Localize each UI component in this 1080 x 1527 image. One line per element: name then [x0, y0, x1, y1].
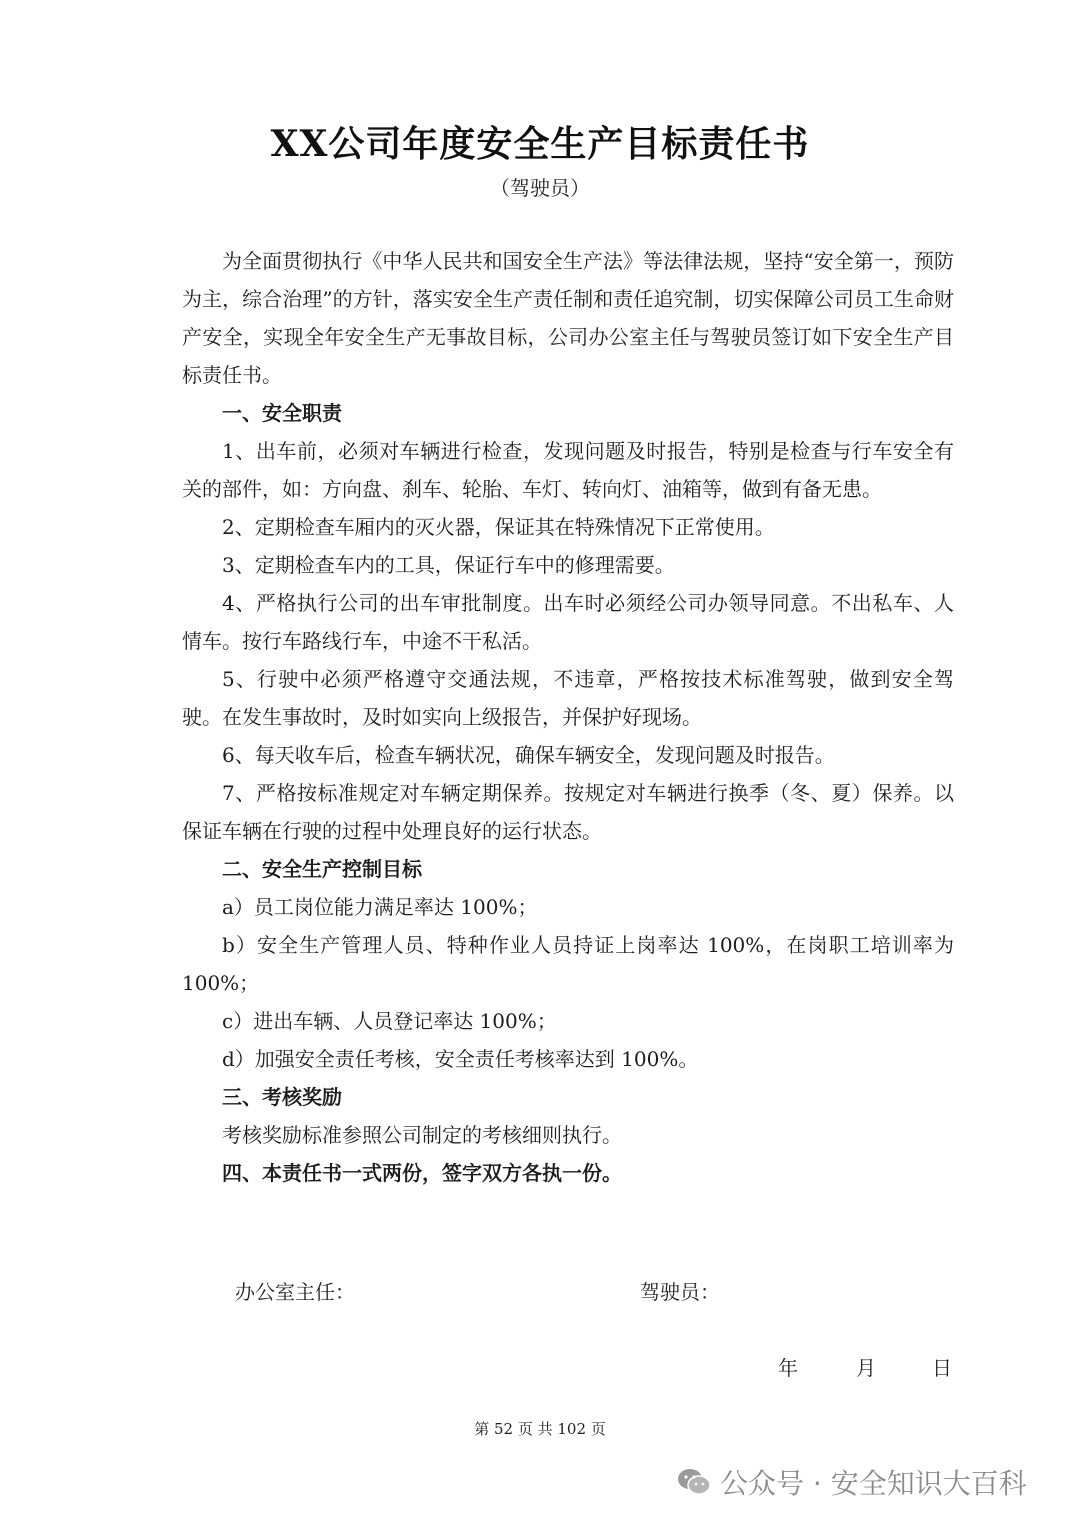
duty-item: 5、行驶中必须严格遵守交通法规，不违章，严格按技术标准驾驶，做到安全驾驶。在发生事故时，及时如实向上级报告，并保护好现场。 [182, 667, 954, 729]
date-day-label: 日 [932, 1356, 952, 1380]
target-item: d）加强安全责任考核，安全责任考核率达到 100%。 [222, 1047, 699, 1071]
duty-item: 3、定期检查车内的工具，保证行车中的修理需要。 [222, 553, 675, 577]
section-heading-targets: 二、安全生产控制目标 [222, 857, 422, 881]
section-heading-copies: 四、本责任书一式两份，签字双方各执一份。 [222, 1161, 622, 1185]
duty-item: 7、严格按标准规定对车辆定期保养。按规定对车辆进行换季（冬、夏）保养。以保证车辆在行驶的过程中处理良好的运行状态。 [182, 781, 954, 843]
signature-driver-label: 驾驶员： [640, 1280, 720, 1304]
target-item: a）员工岗位能力满足率达 100%； [222, 895, 538, 919]
section-heading-rewards: 三、考核奖励 [222, 1085, 342, 1109]
target-item: c）进出车辆、人员登记率达 100%； [222, 1009, 557, 1033]
wechat-icon [676, 1467, 712, 1497]
section-heading-duties: 一、安全职责 [222, 401, 342, 425]
duty-item: 1、出车前，必须对车辆进行检查，发现问题及时报告，特别是检查与行车安全有关的部件，如：方向盘、刹车、轮胎、车灯、转向灯、油箱等，做到有备无患。 [182, 439, 954, 501]
date-year-label: 年 [778, 1356, 798, 1380]
duty-item: 4、严格执行公司的出车审批制度。出车时必须经公司办领导同意。不出私车、人情车。按行车路线行车，中途不干私活。 [182, 591, 954, 653]
document-title: XX公司年度安全生产目标责任书 [270, 123, 810, 165]
watermark-text: 公众号 · 安全知识大百科 [720, 1467, 1027, 1500]
target-item: b）安全生产管理人员、特种作业人员持证上岗率达 100%，在岗职工培训率为 100%； [182, 933, 954, 995]
document-body [182, 242, 954, 1192]
date-month-label: 月 [856, 1356, 876, 1380]
signature-office-director-label: 办公室主任： [235, 1280, 355, 1304]
rewards-text: 考核奖励标准参照公司制定的考核细则执行。 [222, 1123, 622, 1147]
page-number: 第 52 页 共 102 页 [474, 1420, 606, 1438]
intro-paragraph: 为全面贯彻执行《中华人民共和国安全生产法》等法律法规，坚持“安全第一，预防为主，综合治理”的方针，落实安全生产责任制和责任追究制，切实保障公司员工生命财产安全，实现全年安全生产无事故目标，公司办公室主任与驾驶员签订如下安全生产目标责任书。 [182, 249, 954, 387]
document-subtitle: （驾驶员） [490, 176, 590, 200]
watermark [676, 1460, 1027, 1504]
duty-item: 2、定期检查车厢内的灭火器，保证其在特殊情况下正常使用。 [222, 515, 775, 539]
duty-item: 6、每天收车后，检查车辆状况，确保车辆安全，发现问题及时报告。 [222, 743, 835, 767]
